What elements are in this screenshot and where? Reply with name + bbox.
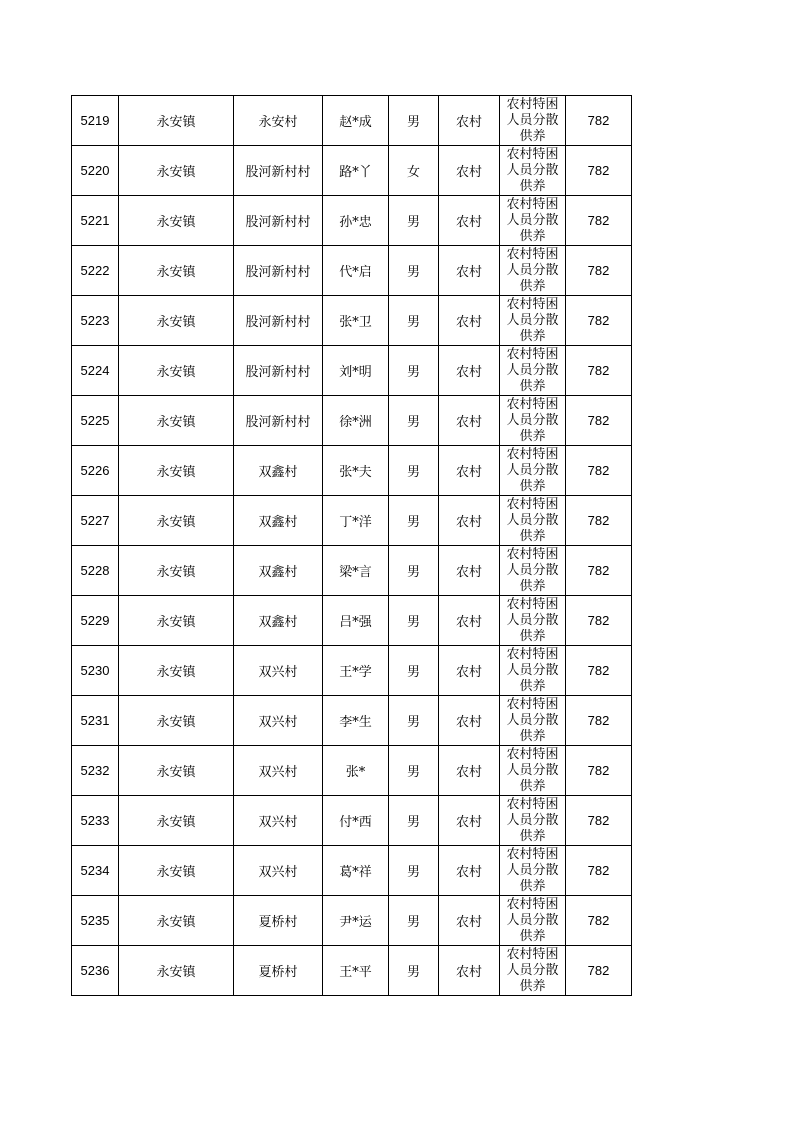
record-id-cell: 5233 — [72, 796, 119, 846]
gender-cell: 男 — [389, 846, 439, 896]
table-row — [72, 346, 632, 396]
gender-cell: 男 — [389, 946, 439, 996]
amount-cell: 782 — [566, 696, 632, 746]
person-name-cell: 梁*言 — [323, 546, 389, 596]
table-row — [72, 596, 632, 646]
area-type-cell: 农村 — [439, 96, 500, 146]
support-category-text: 农村特困人员分散供养 — [506, 747, 559, 794]
table-row — [72, 96, 632, 146]
record-id-cell: 5223 — [72, 296, 119, 346]
person-name-cell: 孙*忠 — [323, 196, 389, 246]
village-cell: 双鑫村 — [234, 496, 323, 546]
table-row — [72, 546, 632, 596]
town-cell: 永安镇 — [119, 246, 234, 296]
support-category-text: 农村特困人员分散供养 — [506, 97, 559, 144]
gender-cell: 男 — [389, 96, 439, 146]
area-type-cell: 农村 — [439, 646, 500, 696]
support-category-cell — [500, 446, 566, 496]
gender-cell: 男 — [389, 496, 439, 546]
person-name-cell: 刘*明 — [323, 346, 389, 396]
person-name-cell: 丁*洋 — [323, 496, 389, 546]
town-cell: 永安镇 — [119, 846, 234, 896]
village-cell: 双兴村 — [234, 746, 323, 796]
table-row — [72, 246, 632, 296]
records-table — [71, 95, 632, 996]
person-name-cell: 路*丫 — [323, 146, 389, 196]
table-row — [72, 496, 632, 546]
area-type-cell: 农村 — [439, 696, 500, 746]
amount-cell: 782 — [566, 646, 632, 696]
town-cell: 永安镇 — [119, 696, 234, 746]
support-category-text: 农村特困人员分散供养 — [506, 397, 559, 444]
person-name-cell: 吕*强 — [323, 596, 389, 646]
village-cell: 双兴村 — [234, 646, 323, 696]
town-cell: 永安镇 — [119, 946, 234, 996]
person-name-cell: 赵*成 — [323, 96, 389, 146]
support-category-text: 农村特困人员分散供养 — [506, 947, 559, 994]
support-category-text: 农村特困人员分散供养 — [506, 597, 559, 644]
table-row — [72, 196, 632, 246]
support-category-text: 农村特困人员分散供养 — [506, 497, 559, 544]
gender-cell: 男 — [389, 646, 439, 696]
table-row — [72, 946, 632, 996]
support-category-cell — [500, 546, 566, 596]
town-cell: 永安镇 — [119, 796, 234, 846]
support-category-cell — [500, 946, 566, 996]
record-id-cell: 5235 — [72, 896, 119, 946]
town-cell: 永安镇 — [119, 396, 234, 446]
support-category-cell — [500, 396, 566, 446]
amount-cell: 782 — [566, 946, 632, 996]
amount-cell: 782 — [566, 246, 632, 296]
village-cell: 夏桥村 — [234, 896, 323, 946]
village-cell: 股河新村村 — [234, 146, 323, 196]
support-category-cell — [500, 296, 566, 346]
amount-cell: 782 — [566, 196, 632, 246]
village-cell: 双兴村 — [234, 796, 323, 846]
gender-cell: 男 — [389, 396, 439, 446]
area-type-cell: 农村 — [439, 396, 500, 446]
support-category-cell — [500, 646, 566, 696]
town-cell: 永安镇 — [119, 546, 234, 596]
amount-cell: 782 — [566, 346, 632, 396]
village-cell: 双鑫村 — [234, 596, 323, 646]
town-cell: 永安镇 — [119, 496, 234, 546]
town-cell: 永安镇 — [119, 296, 234, 346]
area-type-cell: 农村 — [439, 446, 500, 496]
amount-cell: 782 — [566, 496, 632, 546]
area-type-cell: 农村 — [439, 596, 500, 646]
person-name-cell: 王*学 — [323, 646, 389, 696]
town-cell: 永安镇 — [119, 746, 234, 796]
table-row — [72, 146, 632, 196]
area-type-cell: 农村 — [439, 846, 500, 896]
village-cell: 夏桥村 — [234, 946, 323, 996]
gender-cell: 男 — [389, 896, 439, 946]
support-category-cell — [500, 346, 566, 396]
record-id-cell: 5232 — [72, 746, 119, 796]
support-category-text: 农村特困人员分散供养 — [506, 197, 559, 244]
table-row — [72, 896, 632, 946]
support-category-cell — [500, 246, 566, 296]
area-type-cell: 农村 — [439, 496, 500, 546]
person-name-cell: 葛*祥 — [323, 846, 389, 896]
town-cell: 永安镇 — [119, 646, 234, 696]
support-category-cell — [500, 196, 566, 246]
record-id-cell: 5231 — [72, 696, 119, 746]
town-cell: 永安镇 — [119, 896, 234, 946]
village-cell: 双鑫村 — [234, 446, 323, 496]
gender-cell: 女 — [389, 146, 439, 196]
table-body — [72, 96, 632, 996]
amount-cell: 782 — [566, 796, 632, 846]
support-category-cell — [500, 496, 566, 546]
area-type-cell: 农村 — [439, 246, 500, 296]
amount-cell: 782 — [566, 896, 632, 946]
person-name-cell: 张* — [323, 746, 389, 796]
table-row — [72, 396, 632, 446]
support-category-cell — [500, 96, 566, 146]
person-name-cell: 尹*运 — [323, 896, 389, 946]
person-name-cell: 张*卫 — [323, 296, 389, 346]
support-category-cell — [500, 596, 566, 646]
village-cell: 股河新村村 — [234, 246, 323, 296]
record-id-cell: 5221 — [72, 196, 119, 246]
amount-cell: 782 — [566, 546, 632, 596]
support-category-text: 农村特困人员分散供养 — [506, 347, 559, 394]
record-id-cell: 5226 — [72, 446, 119, 496]
record-id-cell: 5236 — [72, 946, 119, 996]
support-category-text: 农村特困人员分散供养 — [506, 247, 559, 294]
town-cell: 永安镇 — [119, 596, 234, 646]
village-cell: 双兴村 — [234, 846, 323, 896]
support-category-cell — [500, 696, 566, 746]
record-id-cell: 5225 — [72, 396, 119, 446]
record-id-cell: 5229 — [72, 596, 119, 646]
village-cell: 永安村 — [234, 96, 323, 146]
gender-cell: 男 — [389, 746, 439, 796]
record-id-cell: 5228 — [72, 546, 119, 596]
village-cell: 股河新村村 — [234, 296, 323, 346]
support-category-cell — [500, 896, 566, 946]
gender-cell: 男 — [389, 596, 439, 646]
support-category-text: 农村特困人员分散供养 — [506, 897, 559, 944]
support-category-text: 农村特困人员分散供养 — [506, 297, 559, 344]
support-category-text: 农村特困人员分散供养 — [506, 547, 559, 594]
support-category-text: 农村特困人员分散供养 — [506, 647, 559, 694]
area-type-cell: 农村 — [439, 896, 500, 946]
village-cell: 股河新村村 — [234, 396, 323, 446]
area-type-cell: 农村 — [439, 746, 500, 796]
village-cell: 股河新村村 — [234, 196, 323, 246]
record-id-cell: 5234 — [72, 846, 119, 896]
gender-cell: 男 — [389, 446, 439, 496]
amount-cell: 782 — [566, 146, 632, 196]
record-id-cell: 5220 — [72, 146, 119, 196]
gender-cell: 男 — [389, 246, 439, 296]
village-cell: 股河新村村 — [234, 346, 323, 396]
gender-cell: 男 — [389, 196, 439, 246]
gender-cell: 男 — [389, 346, 439, 396]
support-category-text: 农村特困人员分散供养 — [506, 697, 559, 744]
support-category-text: 农村特困人员分散供养 — [506, 797, 559, 844]
gender-cell: 男 — [389, 296, 439, 346]
amount-cell: 782 — [566, 96, 632, 146]
gender-cell: 男 — [389, 796, 439, 846]
record-id-cell: 5230 — [72, 646, 119, 696]
area-type-cell: 农村 — [439, 196, 500, 246]
record-id-cell: 5227 — [72, 496, 119, 546]
table-row — [72, 646, 632, 696]
town-cell: 永安镇 — [119, 96, 234, 146]
table-row — [72, 696, 632, 746]
support-category-cell — [500, 746, 566, 796]
gender-cell: 男 — [389, 696, 439, 746]
amount-cell: 782 — [566, 296, 632, 346]
support-category-cell — [500, 846, 566, 896]
amount-cell: 782 — [566, 746, 632, 796]
support-category-text: 农村特困人员分散供养 — [506, 847, 559, 894]
town-cell: 永安镇 — [119, 146, 234, 196]
record-id-cell: 5224 — [72, 346, 119, 396]
person-name-cell: 徐*洲 — [323, 396, 389, 446]
gender-cell: 男 — [389, 546, 439, 596]
town-cell: 永安镇 — [119, 196, 234, 246]
person-name-cell: 付*西 — [323, 796, 389, 846]
area-type-cell: 农村 — [439, 346, 500, 396]
area-type-cell: 农村 — [439, 546, 500, 596]
person-name-cell: 张*夫 — [323, 446, 389, 496]
area-type-cell: 农村 — [439, 946, 500, 996]
table-row — [72, 296, 632, 346]
area-type-cell: 农村 — [439, 296, 500, 346]
amount-cell: 782 — [566, 396, 632, 446]
support-category-cell — [500, 146, 566, 196]
support-category-text: 农村特困人员分散供养 — [506, 447, 559, 494]
record-id-cell: 5219 — [72, 96, 119, 146]
village-cell: 双兴村 — [234, 696, 323, 746]
town-cell: 永安镇 — [119, 446, 234, 496]
person-name-cell: 王*平 — [323, 946, 389, 996]
support-category-cell — [500, 796, 566, 846]
table-row — [72, 796, 632, 846]
amount-cell: 782 — [566, 446, 632, 496]
area-type-cell: 农村 — [439, 146, 500, 196]
village-cell: 双鑫村 — [234, 546, 323, 596]
record-id-cell: 5222 — [72, 246, 119, 296]
support-category-text: 农村特困人员分散供养 — [506, 147, 559, 194]
area-type-cell: 农村 — [439, 796, 500, 846]
town-cell: 永安镇 — [119, 346, 234, 396]
person-name-cell: 代*启 — [323, 246, 389, 296]
table-row — [72, 846, 632, 896]
amount-cell: 782 — [566, 596, 632, 646]
table-row — [72, 446, 632, 496]
table-row — [72, 746, 632, 796]
amount-cell: 782 — [566, 846, 632, 896]
person-name-cell: 李*生 — [323, 696, 389, 746]
